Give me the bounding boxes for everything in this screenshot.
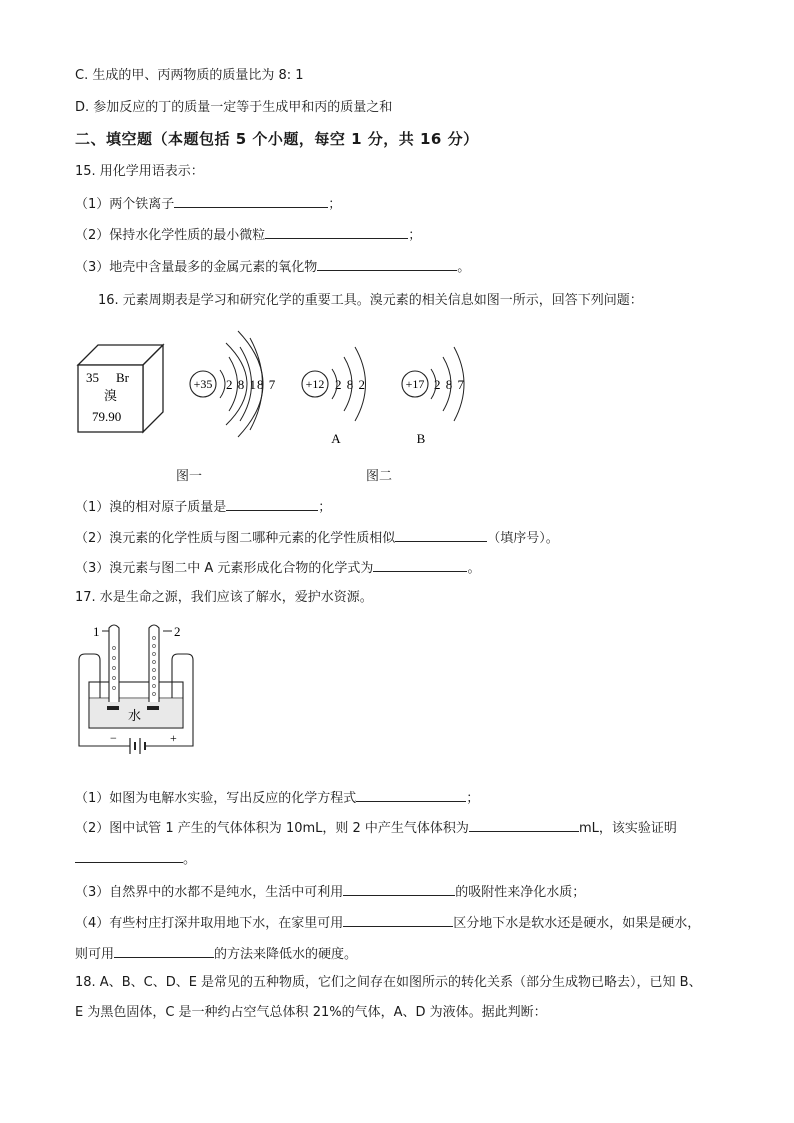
figure1-caption: 图一 bbox=[176, 469, 203, 484]
q16-part3-end: 。 bbox=[467, 561, 481, 576]
a-shells: 2 8 2 bbox=[335, 377, 366, 392]
electrolysis-apparatus bbox=[76, 618, 196, 770]
q17-stem: 17. 水是生命之源，我们应该了解水，爱护水资源。 bbox=[75, 590, 373, 605]
answer-blank[interactable] bbox=[343, 912, 453, 927]
q16-part3 bbox=[75, 557, 480, 578]
q16-stem: 16. 元素周期表是学习和研究化学的重要工具。溴元素的相关信息如图一所示，回答下列问题： bbox=[98, 293, 643, 308]
figure2-atomic-structures bbox=[186, 325, 476, 450]
q15-part1-text: （1）两个铁离子 bbox=[75, 197, 175, 212]
q18-stem-line1: 18. A、B、C、D、E 是常见的五种物质，它们之间存在如图所示的转化关系（部分生成物已略去），已知 B、 bbox=[75, 975, 702, 990]
q17-part4-text: （4）有些村庄打深井取用地下水，在家里可用 bbox=[75, 916, 344, 931]
br-shells: 2 8 18 7 bbox=[226, 377, 277, 392]
q17-part3-text: （3）自然界中的水都不是纯水，生活中可利用 bbox=[75, 885, 344, 900]
q15-part3-text: （3）地壳中含量最多的金属元素的氧化物 bbox=[75, 260, 318, 275]
b-shells: 2 8 7 bbox=[434, 377, 465, 392]
q15-part2-end: ； bbox=[408, 228, 422, 243]
q17-part2-cont bbox=[75, 848, 196, 869]
b-label: B bbox=[416, 431, 426, 446]
a-label: A bbox=[331, 431, 341, 446]
q16-part1-end: ； bbox=[318, 500, 332, 515]
atom-b-diagram bbox=[402, 347, 465, 446]
q17-part3-end: 的吸附性来净化水质； bbox=[455, 885, 586, 900]
answer-blank[interactable] bbox=[174, 193, 328, 208]
atomic-mass: 79.90 bbox=[92, 409, 122, 424]
q15-part1-end: ； bbox=[328, 197, 342, 212]
q17-part1 bbox=[75, 787, 479, 808]
option-c: C. 生成的甲、丙两物质的质量比为 8: 1 bbox=[75, 68, 304, 83]
q15-stem: 15. 用化学用语表示： bbox=[75, 164, 204, 179]
answer-blank[interactable] bbox=[395, 527, 487, 542]
atom-a-diagram bbox=[302, 347, 366, 446]
q16-part1-text: （1）溴的相对原子质量是 bbox=[75, 500, 227, 515]
q17-part2 bbox=[75, 817, 677, 838]
b-nucleus: +17 bbox=[405, 377, 425, 391]
q16-part2-text: （2）溴元素的化学性质与图二哪种元素的化学性质相似 bbox=[75, 531, 396, 546]
figure2-caption: 图二 bbox=[366, 469, 393, 484]
q17-part4-prefix: 则可用 bbox=[75, 947, 115, 962]
q17-part4-end: 的方法来降低水的硬度。 bbox=[214, 947, 358, 962]
q17-part1-text: （1）如图为电解水实验，写出反应的化学方程式 bbox=[75, 791, 357, 806]
figure1-element-cell bbox=[76, 343, 166, 435]
q15-part3-end: 。 bbox=[457, 260, 471, 275]
q17-part2-text: （2）图中试管 1 产生的气体体积为 10mL，则 2 中产生气体体积为 bbox=[75, 821, 469, 836]
answer-blank[interactable] bbox=[373, 557, 467, 572]
q16-part3-text: （3）溴元素与图二中 A 元素形成化合物的化学式为 bbox=[75, 561, 374, 576]
positive-terminal: + bbox=[170, 731, 177, 745]
tube1-label: 1 bbox=[93, 624, 100, 639]
answer-blank[interactable] bbox=[469, 817, 579, 832]
q15-part2 bbox=[75, 224, 421, 245]
q17-part2-mid: mL，该实验证明 bbox=[578, 821, 677, 836]
q18-stem-line2: E 为黑色固体，C 是一种约占空气总体积 21%的气体，A、D 为液体。据此判断： bbox=[75, 1005, 547, 1020]
q17-part2-end: 。 bbox=[183, 852, 197, 867]
option-d: D. 参加反应的丁的质量一定等于生成甲和丙的质量之和 bbox=[75, 100, 393, 115]
answer-blank[interactable] bbox=[226, 496, 318, 511]
negative-terminal: − bbox=[110, 731, 117, 745]
br-nucleus: +35 bbox=[193, 377, 213, 391]
answer-blank[interactable] bbox=[265, 224, 408, 239]
q15-part1 bbox=[75, 193, 341, 214]
answer-blank[interactable] bbox=[75, 848, 183, 863]
bromine-atom-diagram bbox=[190, 331, 276, 437]
tube2-label: 2 bbox=[174, 624, 181, 639]
answer-blank[interactable] bbox=[317, 256, 457, 271]
answer-blank[interactable] bbox=[114, 943, 214, 958]
q17-part4-mid: 区分地下水是软水还是硬水，如果是硬水， bbox=[453, 916, 701, 931]
q16-part2 bbox=[75, 527, 559, 548]
atomic-number: 35 bbox=[86, 370, 99, 385]
q17-part4-cont bbox=[75, 943, 357, 964]
q16-part2-end: （填序号）。 bbox=[487, 531, 559, 546]
a-nucleus: +12 bbox=[305, 377, 325, 391]
q17-part3 bbox=[75, 881, 585, 902]
element-name: 溴 bbox=[104, 389, 118, 404]
section-heading: 二、填空题（本题包括 5 个小题，每空 1 分，共 16 分） bbox=[75, 130, 479, 148]
q15-part2-text: （2）保持水化学性质的最小微粒 bbox=[75, 228, 266, 243]
q17-part4 bbox=[75, 912, 700, 933]
element-symbol: Br bbox=[116, 370, 129, 385]
answer-blank[interactable] bbox=[343, 881, 455, 896]
water-label: 水 bbox=[128, 709, 142, 724]
q17-part1-end: ； bbox=[466, 791, 480, 806]
q16-part1 bbox=[75, 496, 331, 517]
answer-blank[interactable] bbox=[356, 787, 466, 802]
q15-part3 bbox=[75, 256, 470, 277]
